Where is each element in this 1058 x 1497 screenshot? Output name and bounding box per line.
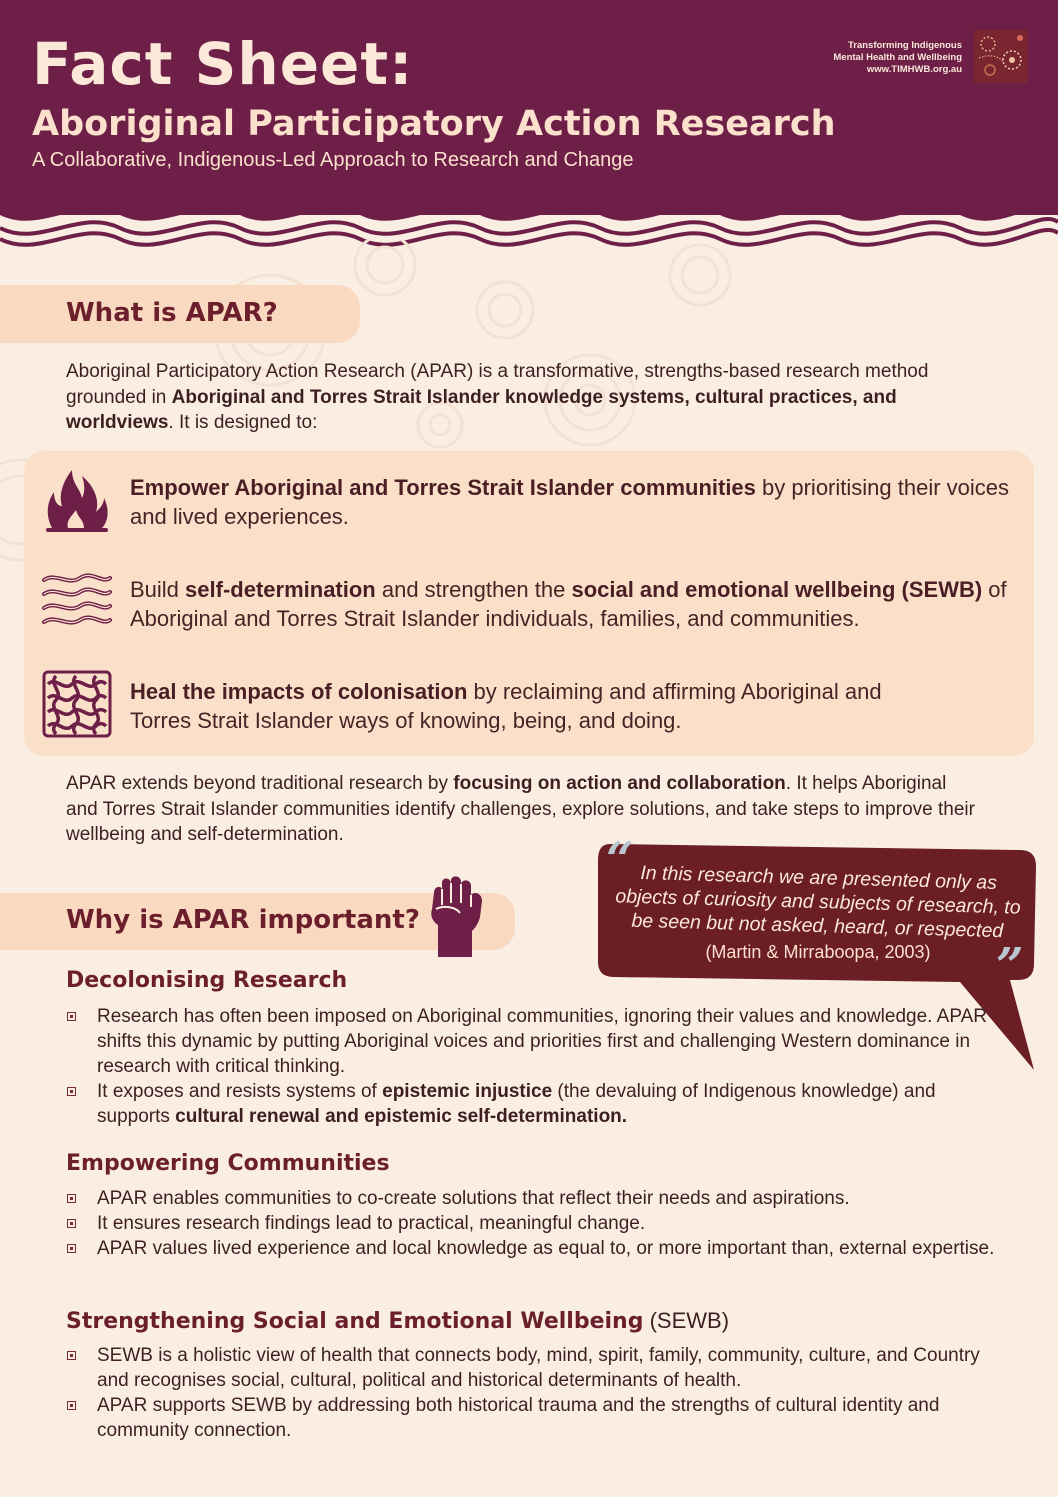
what-intro-end: . It is designed to:	[168, 412, 318, 433]
list-item	[66, 1211, 996, 1236]
raised-fist-icon	[428, 875, 486, 959]
what-intro	[66, 359, 996, 436]
list-item	[66, 1079, 996, 1129]
page-tagline: A Collaborative, Indigenous-Led Approach to Research and Change	[32, 149, 634, 171]
what-intro-text: Aboriginal Participatory Action Research (APAR) is a transformative, strengths-based research method grounded in	[66, 361, 929, 408]
header-wave-border	[0, 195, 1058, 265]
fire-icon	[42, 466, 112, 536]
list-item-text: APAR enables communities to co-create solutions that reflect their needs and aspirations.	[97, 1188, 850, 1209]
aim-1	[130, 473, 1020, 531]
aim-3-text: by reclaiming and affirming Aboriginal and Torres Strait Islander ways of knowing, being, and doing.	[130, 679, 882, 733]
open-quote-mark: “	[606, 832, 634, 888]
aim-3	[130, 677, 930, 735]
list-item	[66, 1236, 996, 1261]
what-intro-bold: Aboriginal and Torres Strait Islander knowledge systems, cultural practices, and worldviews	[66, 386, 897, 433]
bullet-square-icon	[67, 1351, 76, 1360]
list-item	[66, 1186, 996, 1211]
what-outro-bold: focusing on action and collaboration	[453, 773, 786, 794]
sewb-heading-text: Strengthening Social and Emotional Wellbeing	[66, 1309, 644, 1334]
list-item-text: APAR supports SEWB by addressing both historical trauma and the strengths of cultural identity and community connection.	[97, 1395, 940, 1441]
bullet-square-icon	[67, 1401, 76, 1410]
bullet-square-icon	[67, 1087, 76, 1096]
empowering-heading: Empowering Communities	[66, 1151, 390, 1176]
list-item-text: It ensures research findings lead to practical, meaningful change.	[97, 1213, 646, 1234]
page-subtitle: Aboriginal Participatory Action Research	[32, 104, 836, 144]
empowering-list	[66, 1186, 996, 1261]
waves-icon	[40, 572, 112, 632]
decolonising-list	[66, 1004, 996, 1129]
list-item-bold: cultural renewal and epistemic self-determination.	[175, 1106, 628, 1127]
aim-2-bold: self-determination	[185, 577, 376, 602]
list-item-text: SEWB is a holistic view of health that connects body, mind, spirit, family, community, culture, and Country and recognises social, cultural, political and historical determinants of health.	[97, 1345, 980, 1391]
list-item-bold: epistemic injustice	[382, 1081, 553, 1102]
quote-text: In this research we are presented only as objects of curiosity and subjects of research, to be seen but not asked, heard, or respected	[615, 862, 1021, 943]
aim-1-bold: Empower Aboriginal and Torres Strait Islander communities	[130, 475, 756, 500]
aim-2-text: of Aboriginal and Torres Strait Islander individuals, families, and communities.	[130, 577, 1007, 631]
org-url: www.TIMHWB.org.au	[866, 64, 962, 75]
list-item	[66, 1343, 996, 1393]
aim-1-text: by prioritising their voices and lived experiences.	[130, 475, 1010, 529]
org-logo-icon	[974, 30, 1028, 83]
bullet-square-icon	[67, 1012, 76, 1021]
decolonising-heading: Decolonising Research	[66, 968, 348, 993]
sewb-heading	[66, 1308, 729, 1334]
bullet-square-icon	[67, 1194, 76, 1203]
sewb-list	[66, 1343, 996, 1443]
aim-2	[130, 575, 1020, 633]
why-heading: Why is APAR important?	[66, 905, 420, 935]
what-outro-end: . It helps Aboriginal and Torres Strait Islander communities identify challenges, explore solutions, and take steps to improve their wellbeing and self-determination.	[66, 773, 975, 845]
what-outro	[66, 771, 976, 848]
list-item-text: (the devaluing of Indigenous knowledge) and supports	[97, 1081, 936, 1127]
list-item-text: Research has often been imposed on Aboriginal communities, ignoring their values and knowledge. APAR shifts this dynamic by putting Aboriginal voices and priorities first and challenging Western dominance in research with critical thinking.	[97, 1006, 988, 1077]
quote-citation: (Martin & Mirraboopa, 2003)	[705, 942, 931, 962]
aim-2-pre: Build	[130, 577, 186, 602]
aim-2-mid: and strengthen the	[375, 577, 572, 602]
aim-2-bold2: social and emotional wellbeing (SEWB)	[571, 577, 983, 602]
what-outro-text: APAR extends beyond traditional research by	[66, 773, 454, 794]
list-item	[66, 1393, 996, 1443]
weave-icon	[42, 670, 112, 738]
org-name-line2: Mental Health and Wellbeing	[833, 52, 962, 63]
page-title: Fact Sheet:	[32, 30, 414, 98]
org-name-line1: Transforming Indigenous	[847, 40, 962, 51]
close-quote-mark: ”	[996, 938, 1024, 994]
bullet-square-icon	[67, 1219, 76, 1228]
sewb-heading-suffix: (SEWB)	[643, 1308, 730, 1333]
org-logo-text	[833, 40, 962, 76]
list-item-text: APAR values lived experience and local knowledge as equal to, or more important than, external expertise.	[97, 1238, 995, 1259]
list-item	[66, 1004, 996, 1079]
what-heading: What is APAR?	[66, 298, 278, 328]
list-item-text: It exposes and resists systems of	[97, 1081, 383, 1102]
bullet-square-icon	[67, 1244, 76, 1253]
aim-3-bold: Heal the impacts of colonisation	[130, 679, 468, 704]
